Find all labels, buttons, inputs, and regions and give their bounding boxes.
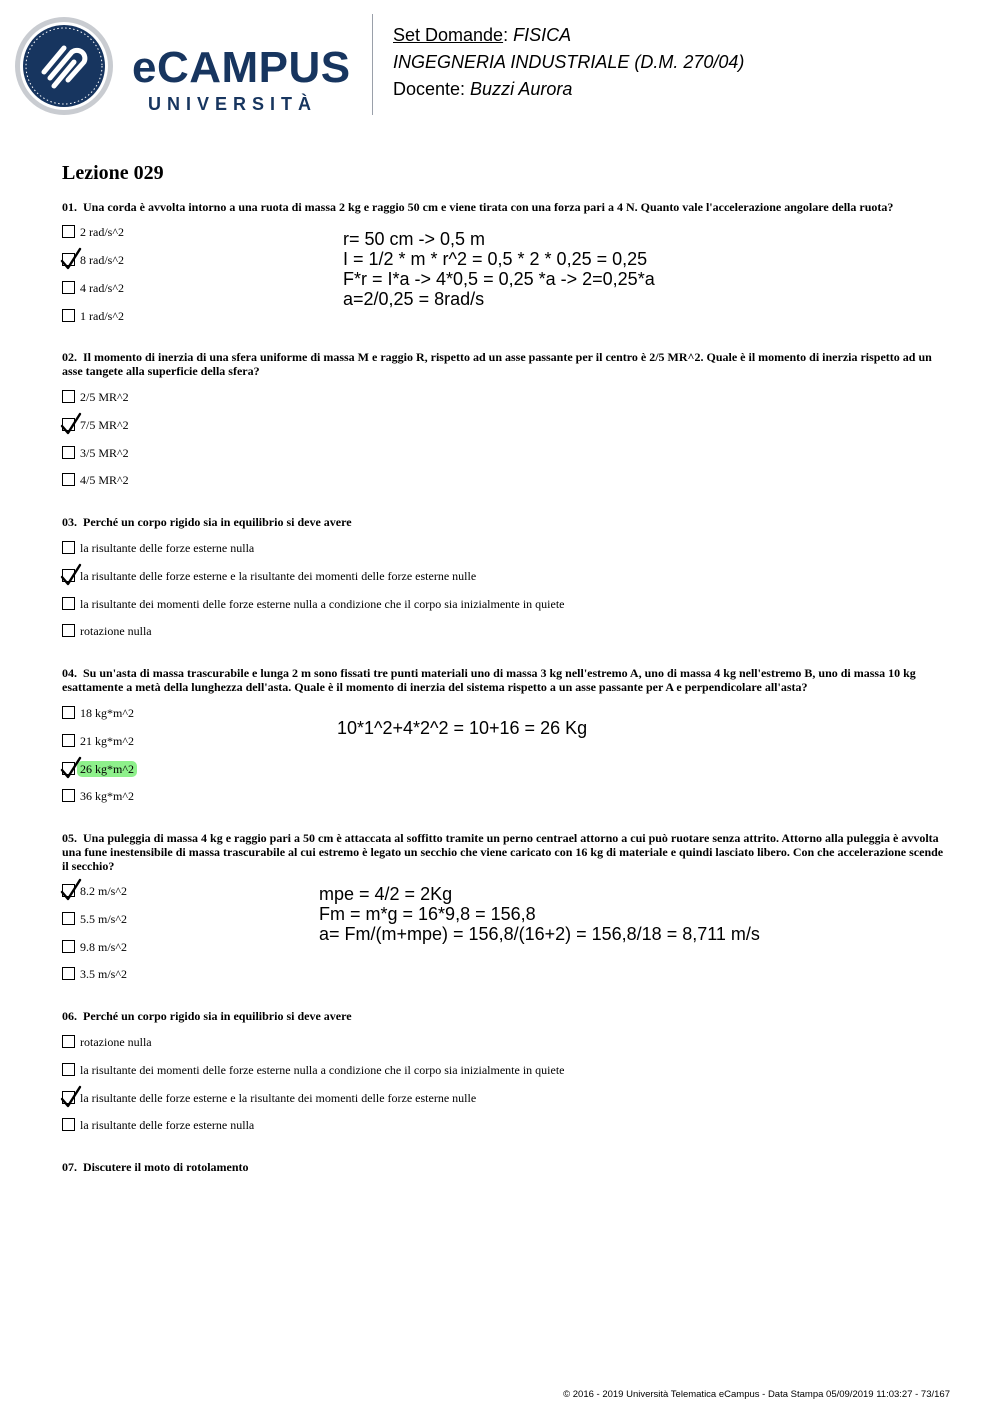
checkmark-icon: [60, 878, 82, 902]
answer-label: 4/5 MR^2: [80, 473, 129, 487]
answer-label: 2/5 MR^2: [80, 390, 129, 404]
answer-label: 1 rad/s^2: [80, 309, 124, 323]
answer-label: 18 kg*m^2: [80, 706, 134, 720]
question-text: [62, 666, 944, 694]
checkmark-icon: [60, 412, 82, 436]
answer-label: 8 rad/s^2: [80, 253, 124, 267]
lesson-title: Lezione 029: [62, 162, 164, 184]
answer-label: 4 rad/s^2: [80, 281, 124, 295]
answer-checkbox[interactable]: [62, 789, 75, 802]
set-separator: :: [503, 25, 514, 45]
header-divider: [372, 14, 373, 115]
checkmark-icon: [60, 1085, 82, 1109]
question-number: 07.: [62, 1160, 77, 1174]
answer-checkbox[interactable]: [62, 597, 75, 610]
page-footer: © 2016 - 2019 Università Telematica eCampus - Data Stampa 05/09/2019 11:03:27 - 73/167: [563, 1389, 950, 1400]
answer-label: 7/5 MR^2: [80, 418, 129, 432]
question-body: Perché un corpo rigido sia in equilibrio si deve avere: [83, 1009, 352, 1023]
question-text: [62, 515, 944, 529]
answer-label: 9.8 m/s^2: [80, 940, 127, 954]
answer-label: rotazione nulla: [80, 624, 152, 638]
answer-checkbox[interactable]: [62, 967, 75, 980]
handwritten-note-line: mpe = 4/2 = 2Kg: [319, 884, 453, 904]
ecampus-logo: [14, 16, 359, 116]
answer-checkbox[interactable]: [62, 1035, 75, 1048]
course: INGEGNERIA INDUSTRIALE (D.M. 270/04): [393, 52, 745, 72]
question-number: 01.: [62, 200, 77, 214]
handwritten-note-line: F*r = I*a -> 4*0,5 = 0,25 *a -> 2=0,25*a: [343, 269, 655, 289]
question-body: Una corda è avvolta intorno a una ruota di massa 2 kg e raggio 50 cm e viene tirata con una forza pari a 4 N. Quanto vale l'accelerazione angolare della ruota?: [83, 200, 894, 214]
handwritten-note-line: a= Fm/(m+mpe) = 156,8/(16+2) = 156,8/18 = 8,711 m/s: [319, 924, 760, 944]
question-number: 05.: [62, 831, 77, 845]
handwritten-note-line: Fm = m*g = 16*9,8 = 156,8: [319, 904, 536, 924]
question-text: [62, 1009, 944, 1023]
handwritten-note-line: r= 50 cm -> 0,5 m: [343, 229, 486, 249]
highlight-marker: 26 kg*m^2: [77, 761, 137, 777]
handwritten-note-line: 10*1^2+4*2^2 = 10+16 = 26 Kg: [337, 718, 588, 738]
question-body: Una puleggia di massa 4 kg e raggio pari a 50 cm è attaccata al soffitto tramite un perno centrael attorno a cui può ruotare senza attrito. Attorno alla puleggia è avvolta una fune inestensibile di massa trascurabile al cui estremo è legato un secchio che viene caricato con 16 kg di materiale e quindi lasciato libero. Con che accelerazione scende il secchio?: [62, 831, 944, 873]
answer-label: 36 kg*m^2: [80, 789, 134, 803]
answer-label: rotazione nulla: [80, 1035, 152, 1049]
answer-checkbox[interactable]: [62, 309, 75, 322]
answer-checkbox[interactable]: [62, 390, 75, 403]
answer-checkbox[interactable]: [62, 912, 75, 925]
handwritten-note-line: I = 1/2 * m * r^2 = 0,5 * 2 * 0,25 = 0,25: [343, 249, 648, 269]
answer-checkbox[interactable]: [62, 940, 75, 953]
question-body: Il momento di inerzia di una sfera uniforme di massa M e raggio R, rispetto ad un asse passante per il centro è 2/5 MR^2. Quale è il momento di inerzia rispetto ad un asse tangete alla superficie della sfera?: [62, 350, 932, 378]
question-number: 02.: [62, 350, 77, 364]
answer-checkbox[interactable]: [62, 473, 75, 486]
question-number: 04.: [62, 666, 77, 680]
answer-checkbox[interactable]: [62, 225, 75, 238]
answer-checkbox[interactable]: [62, 624, 75, 637]
answer-label: 21 kg*m^2: [80, 734, 134, 748]
answer-label: 2 rad/s^2: [80, 225, 124, 239]
answer-label: la risultante delle forze esterne e la risultante dei momenti delle forze esterne nulle: [80, 1091, 477, 1105]
answer-label: 3.5 m/s^2: [80, 967, 127, 981]
question-text: [62, 1160, 944, 1174]
logo-brand-text: eCAMPUS: [132, 43, 351, 92]
question-text: [62, 831, 944, 873]
question-number: 06.: [62, 1009, 77, 1023]
ecampus-badge-icon: [14, 16, 114, 116]
answer-label: 8.2 m/s^2: [80, 884, 127, 898]
answer-label: la risultante dei momenti delle forze esterne nulla a condizione che il corpo sia inizialmente in quiete: [80, 597, 565, 611]
answer-label: la risultante delle forze esterne e la risultante dei momenti delle forze esterne nulle: [80, 569, 477, 583]
answer-label: 3/5 MR^2: [80, 446, 129, 460]
question-body: Perché un corpo rigido sia in equilibrio si deve avere: [83, 515, 352, 529]
answer-checkbox[interactable]: [62, 734, 75, 747]
checkmark-icon: [60, 756, 82, 780]
answer-label-highlighted: [80, 761, 137, 777]
answer-checkbox[interactable]: [62, 541, 75, 554]
set-label: Set Domande: [393, 25, 504, 45]
answer-label: la risultante dei momenti delle forze esterne nulla a condizione che il corpo sia inizialmente in quiete: [80, 1063, 565, 1077]
answer-label: la risultante delle forze esterne nulla: [80, 541, 255, 555]
answer-label: la risultante delle forze esterne nulla: [80, 1118, 255, 1132]
answer-checkbox[interactable]: [62, 1118, 75, 1131]
logo-sub-text: UNIVERSITÀ: [148, 94, 318, 114]
teacher: Buzzi Aurora: [470, 79, 573, 99]
answer-label: 5.5 m/s^2: [80, 912, 127, 926]
subject: FISICA: [513, 25, 572, 45]
answer-checkbox[interactable]: [62, 1063, 75, 1076]
question-body: Su un'asta di massa trascurabile e lunga 2 m sono fissati tre punti materiali uno di massa 3 kg nell'estremo A, uno di massa 4 kg nell'estremo B, uno di massa 10 kg esattamente a metà della lunghezza dell'asta. Quale è il momento di inerzia del sistema rispetto a un asse passante per A e perpendicolare all'asta?: [62, 666, 916, 694]
question-body: Discutere il moto di rotolamento: [83, 1160, 249, 1174]
question-number: 03.: [62, 515, 77, 529]
answer-checkbox[interactable]: [62, 706, 75, 719]
header-info: [393, 22, 744, 103]
handwritten-note-line: a=2/0,25 = 8rad/s: [343, 289, 485, 309]
answer-checkbox[interactable]: [62, 281, 75, 294]
question-text: [62, 350, 944, 378]
answer-checkbox[interactable]: [62, 446, 75, 459]
question-text: [62, 200, 944, 214]
checkmark-icon: [60, 563, 82, 587]
checkmark-icon: [60, 247, 82, 271]
teacher-label: Docente:: [393, 79, 471, 99]
